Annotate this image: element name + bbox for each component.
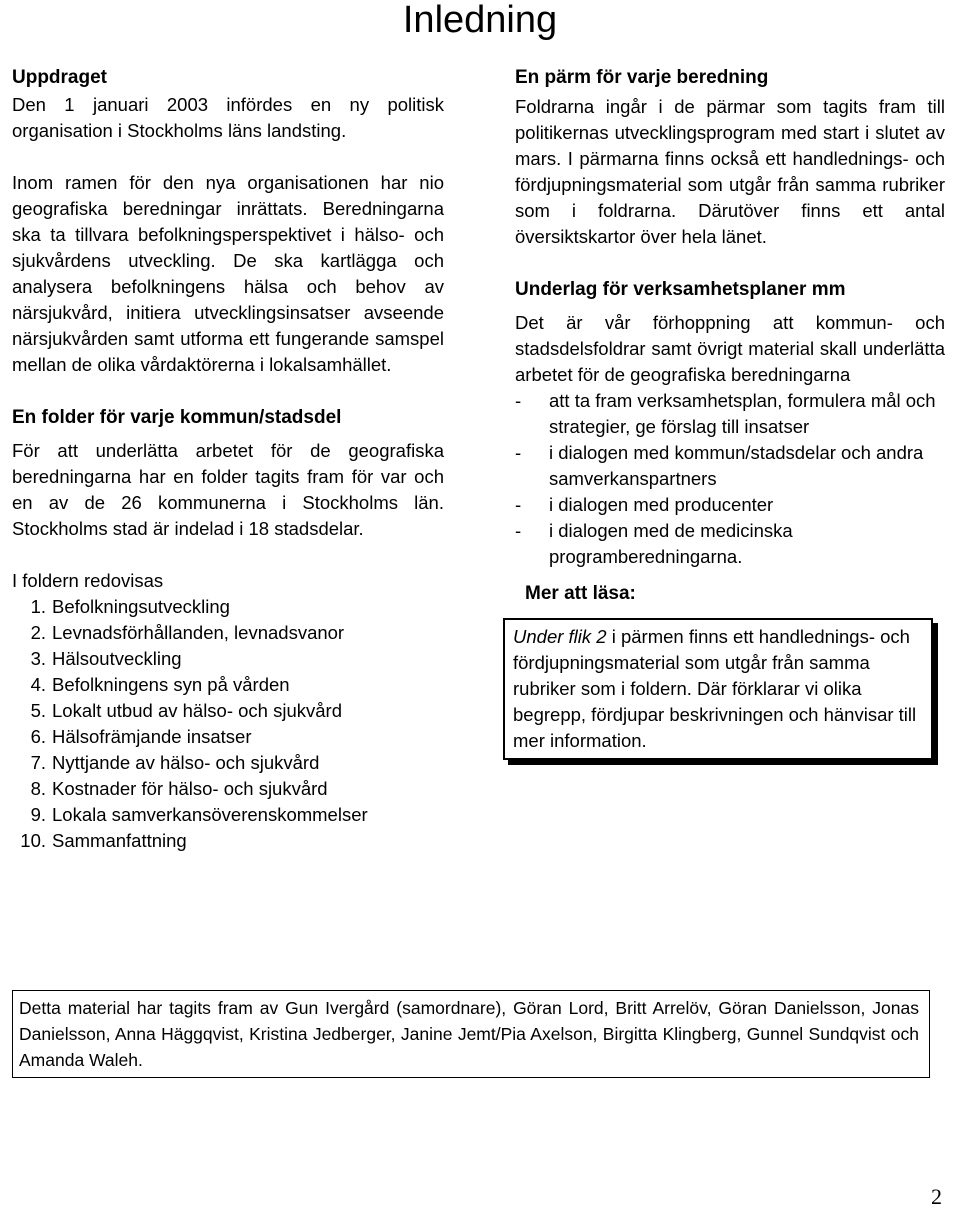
folder-heading: En folder för varje kommun/stadsdel xyxy=(12,407,342,428)
list-item: 1. Befolkningsutveckling xyxy=(30,596,230,617)
uppdraget-paragraph-1: Den 1 januari 2003 infördes en ny politisk organisation i Stockholms läns landsting. xyxy=(12,94,444,141)
right-column xyxy=(515,64,945,760)
list-item: 7. Nyttjande av hälso- och sjukvård xyxy=(30,752,320,773)
list-item: - i dialogen med producenter xyxy=(515,494,774,515)
more-to-read-heading: Mer att läsa: xyxy=(525,583,636,604)
list-intro: I foldern redovisas xyxy=(12,570,164,591)
credits-box: Detta material har tagits fram av Gun Ivergård (samordnare), Göran Lord, Britt Arrelöv, Göran Danielsson, Jonas Danielsson, Anna Häggqvist, Kristina Jedberger, Janine Jemt/Pia Axelson, Birgitta Klingberg, Gunnel Sundqvist och Amanda Waleh. xyxy=(12,990,930,1078)
purpose-list xyxy=(515,388,945,570)
parm-heading: En pärm för varje beredning xyxy=(515,67,769,88)
list-item: 6. Hälsofrämjande insatser xyxy=(30,726,252,747)
underlag-paragraph: Det är vår förhoppning att kommun- och stadsdelsfoldrar samt övrigt material skall underlätta arbetet för de geografiska beredningarna xyxy=(515,312,945,385)
uppdraget-heading: Uppdraget xyxy=(12,67,107,88)
list-item: 4. Befolkningens syn på vården xyxy=(30,674,290,695)
list-item: 2. Levnadsförhållanden, levnadsvanor xyxy=(30,622,345,643)
left-column xyxy=(12,64,444,854)
list-item: 3. Hälsoutveckling xyxy=(30,648,182,669)
parm-paragraph: Foldrarna ingår i de pärmar som tagits fram till politikernas utvecklingsprogram med start i slutet av mars. I pärmarna finns också ett handlednings- och fördjupningsmaterial som utgår från samma rubriker som i foldrarna. Därutöver finns ett antal översiktskartor över hela länet. xyxy=(515,96,945,247)
list-item: - i dialogen med kommun/stadsdelar och andra samverkanspartners xyxy=(515,442,924,489)
more-to-read-box xyxy=(503,618,933,760)
list-item: 9. Lokala samverkansöverenskommelser xyxy=(30,804,368,825)
list-item: - i dialogen med de medicinska programberedningarna. xyxy=(515,520,793,567)
uppdraget-paragraph-2: Inom ramen för den nya organisationen har nio geografiska beredningar inrättats. Beredningarna ska ta tillvara befolkningsperspektivet i hälso- och sjukvårdens utveckling. De ska kartlägga och analysera befolkningens hälsa och behov av närsjukvård, initiera utvecklingsinsatser avseende närsjukvården samt utforma ett fungerande samspel mellan de olika vårdaktörerna i lokalsamhället. xyxy=(12,172,444,375)
more-text: i pärmen finns ett handlednings- och fördjupningsmaterial som utgår från samma rubriker som i foldern. Där förklarar vi olika begrepp, fördjupar beskrivningen och hänvisar till mer information. xyxy=(513,626,917,751)
more-italic-ref: Under flik 2 xyxy=(513,626,607,647)
list-item: - att ta fram verksamhetsplan, formulera mål och strategier, ge förslag till insatser xyxy=(515,390,936,437)
folder-contents-list xyxy=(12,594,444,854)
list-item: 8. Kostnader för hälso- och sjukvård xyxy=(30,778,328,799)
folder-paragraph: För att underlätta arbetet för de geografiska beredningarna har en folder tagits fram för var och en av de 26 kommunerna i Stockholms län. Stockholms stad är indelad i 18 stadsdelar. xyxy=(12,440,444,539)
underlag-heading: Underlag för verksamhetsplaner mm xyxy=(515,279,846,300)
page-title: Inledning xyxy=(402,0,558,41)
list-item: 5. Lokalt utbud av hälso- och sjukvård xyxy=(30,700,343,721)
list-item: 10. Sammanfattning xyxy=(20,830,187,851)
page-number: 2 xyxy=(931,1184,942,1209)
